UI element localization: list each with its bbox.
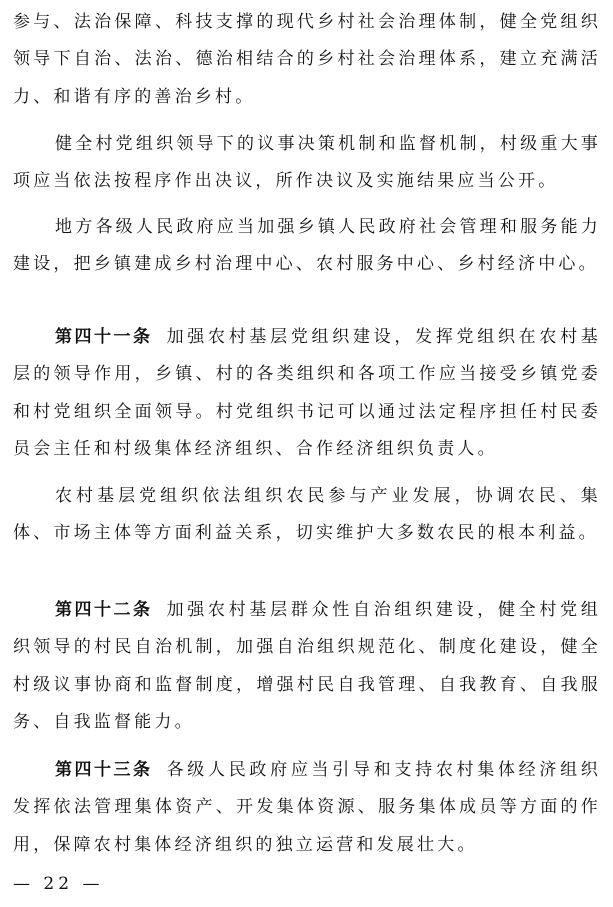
paragraph-text: 加强农村基层群众性自治组织建设，健全村党组织领导的村民自治机制，加强自治组织规范化、制度化建设，健全村级议事协商和监督制度，增强村民自我管理、自我教育、自我服务、自我监督能力。: [13, 600, 601, 732]
paragraph-township-capacity: [13, 209, 601, 284]
paragraph-article-43: [13, 752, 601, 864]
paragraph-village-decision: [13, 126, 601, 201]
paragraph-text: 加强农村基层党组织建设，发挥党组织在农村基层的领导作用，乡镇、村的各类组织和各项工作应当接受乡镇党委和村党组织全面领导。村党组织书记可以通过法定程序担任村民委员会主任和村级集体经济组织、合作经济组织负责人。: [13, 327, 601, 459]
paragraph-party-org-farmers: [13, 478, 601, 553]
paragraph-article-41: [13, 319, 601, 468]
article-heading: 第四十三条: [55, 760, 153, 780]
paragraph-text: 参与、法治保障、科技支撑的现代乡村社会治理体制，健全党组织领导下自治、法治、德治相结合的乡村社会治理体系，建立充满活力、和谐有序的善治乡村。: [13, 12, 601, 107]
page-number: — 22 —: [13, 874, 104, 894]
paragraph-text: 各级人民政府应当引导和支持农村集体经济组织发挥依法管理集体资产、开发集体资源、服务集体成员等方面的作用，保障农村集体经济组织的独立运营和发展壮大。: [13, 760, 601, 855]
paragraph-text: 健全村党组织领导下的议事决策机制和监督机制，村级重大事项应当依法按程序作出决议，所作决议及实施结果应当公开。: [13, 134, 601, 192]
article-heading: 第四十二条: [55, 600, 153, 620]
paragraph-governance-system: [13, 4, 601, 116]
paragraph-article-42: [13, 592, 601, 741]
article-heading: 第四十一条: [55, 327, 153, 347]
paragraph-text: 农村基层党组织依法组织农民参与产业发展，协调农民、集体、市场主体等方面利益关系，切实维护大多数农民的根本利益。: [13, 486, 601, 544]
paragraph-text: 地方各级人民政府应当加强乡镇人民政府社会管理和服务能力建设，把乡镇建成乡村治理中心、农村服务中心、乡村经济中心。: [13, 217, 601, 275]
